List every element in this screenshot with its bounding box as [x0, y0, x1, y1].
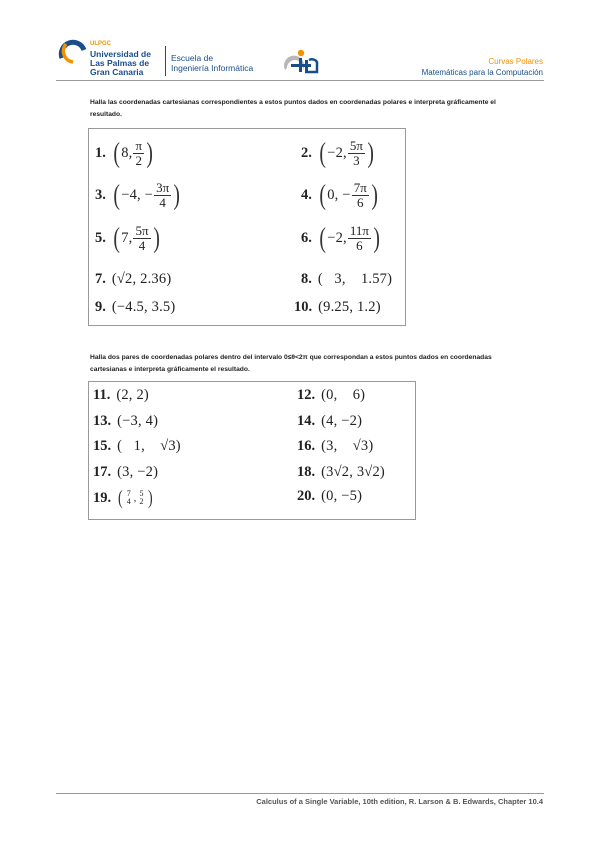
coord-pair: (0, 6)	[321, 387, 366, 403]
coord-first: −4, −	[121, 187, 154, 203]
paren-right-icon: )	[173, 179, 181, 211]
coord-first: −2,	[327, 230, 347, 246]
instruction-2: Halla dos pares de coordenadas polares dentro del intervalo 0≤θ<2π que correspondan a estos puntos dados en coordenadas cartesianas e interpreta gráficamente el resultado.	[90, 354, 492, 373]
paren-right-icon: )	[152, 222, 160, 254]
coord-pair: (3, √3)	[321, 438, 374, 454]
paren-left-icon: (	[118, 487, 123, 509]
paren-right-icon: )	[371, 179, 378, 211]
exercise-5	[95, 224, 161, 253]
ulpgc-wordmark	[90, 40, 151, 77]
exercise-10	[294, 299, 381, 316]
paren-left-icon: (	[113, 179, 120, 211]
exercise-number: 20.	[297, 488, 316, 504]
exercise-14	[297, 413, 362, 430]
frac-den: 4	[126, 497, 131, 506]
frac-num: 7π	[353, 180, 367, 195]
exercise-13	[93, 413, 158, 430]
header-rule	[56, 80, 544, 81]
fraction	[348, 139, 365, 168]
exercise-number: 3.	[95, 187, 106, 203]
paren-left-icon: (	[319, 222, 326, 254]
exercise-number: 16.	[297, 438, 316, 454]
exercise-1	[95, 139, 154, 168]
exercise-number: 17.	[93, 464, 112, 480]
exercise-2	[301, 139, 375, 168]
exercise-number: 5.	[95, 230, 106, 246]
exercise-number: 11.	[93, 387, 111, 403]
comma: ,	[133, 492, 137, 504]
frac-num: 5	[139, 489, 144, 498]
exercise-20	[297, 488, 362, 505]
frac-num: 5π	[135, 223, 149, 238]
paren-left-icon: (	[319, 179, 326, 211]
coord-pair: (0, −5)	[321, 488, 363, 504]
exercise-17	[93, 464, 158, 481]
exercise-number: 7.	[95, 271, 106, 287]
exercise-number: 19.	[93, 489, 112, 506]
exercise-box-1	[88, 128, 406, 326]
exercise-12	[297, 387, 365, 404]
paren-left-icon: (	[113, 137, 120, 169]
exercise-number: 14.	[297, 413, 316, 429]
coord-pair: (4, −2)	[321, 413, 363, 429]
course-title: Curvas Polares	[488, 57, 543, 66]
exercise-3	[95, 181, 181, 210]
fraction	[154, 181, 171, 210]
exercise-6	[301, 224, 381, 253]
fraction	[133, 224, 150, 253]
exercise-4	[301, 181, 379, 210]
coord-pair: (9.25, 1.2)	[318, 299, 381, 315]
exercise-18	[297, 464, 385, 481]
paren-right-icon: )	[373, 222, 380, 254]
fraction	[348, 224, 371, 253]
escuela-name	[171, 53, 253, 73]
exercise-number: 13.	[93, 413, 112, 429]
frac-den: 6	[356, 238, 363, 253]
fraction	[133, 139, 144, 168]
fraction	[125, 490, 133, 506]
exercise-number: 1.	[95, 145, 106, 161]
exercise-number: 15.	[93, 438, 112, 454]
frac-den: 3	[353, 153, 360, 168]
exercise-number: 4.	[301, 187, 312, 203]
footer-rule	[56, 793, 544, 794]
ulpgc-acronym: ULPGC	[90, 41, 111, 47]
fraction	[352, 181, 369, 210]
coord-first: 0, −	[327, 187, 351, 203]
page-header	[0, 0, 599, 90]
exercise-number: 9.	[95, 299, 106, 315]
exercise-8	[301, 271, 392, 288]
exercise-box-2	[88, 381, 416, 520]
univ-line-1: Universidad de	[90, 49, 151, 59]
footer-citation: Calculus of a Single Variable, 10th edition, R. Larson & B. Edwards, Chapter 10.4	[256, 797, 543, 806]
frac-num: 5π	[349, 138, 363, 153]
univ-line-2: Las Palmas de	[90, 58, 150, 68]
paren-left-icon: (	[319, 137, 326, 169]
coord-pair: (3√2, 3√2)	[321, 464, 385, 480]
exercise-7	[95, 271, 171, 288]
frac-num: 11π	[349, 223, 369, 238]
coord-pair: (√2, 2.36)	[111, 271, 172, 287]
exercise-number: 2.	[301, 145, 312, 161]
coord-pair: (−4.5, 3.5)	[111, 299, 176, 315]
paren-left-icon: (	[113, 222, 120, 254]
frac-num: 7	[126, 489, 131, 498]
exercise-11	[93, 387, 149, 404]
exercise-number: 12.	[297, 387, 316, 403]
paren-right-icon: )	[147, 487, 153, 509]
frac-den: 6	[356, 195, 364, 210]
escuela-line-2: Ingeniería Informática	[171, 63, 254, 73]
exercise-9	[95, 299, 175, 316]
exercise-16	[297, 438, 373, 455]
coord-pair: (2, 2)	[116, 387, 149, 403]
frac-den: 4	[138, 238, 146, 253]
escuela-line-1: Escuela de	[171, 53, 214, 63]
coord-first: 8,	[121, 145, 133, 161]
coord-pair: (3, −2)	[117, 464, 159, 480]
exercise-number: 8.	[301, 271, 312, 287]
frac-num: π	[135, 138, 143, 153]
exercise-number: 6.	[301, 230, 312, 246]
course-subtitle: Matemáticas para la Computación	[421, 68, 543, 77]
exercise-15	[93, 438, 181, 455]
exercise-number: 18.	[297, 464, 316, 480]
course-heading	[422, 56, 543, 78]
frac-den: 4	[159, 195, 166, 210]
coord-first: 7,	[121, 230, 133, 246]
coord-pair: (−3, 4)	[117, 413, 159, 429]
univ-line-3: Gran Canaria	[90, 67, 144, 77]
fraction	[138, 490, 146, 506]
coord-pair: ( 1, √3)	[117, 438, 181, 454]
ulpgc-logo-icon	[58, 36, 88, 66]
paren-right-icon: )	[146, 137, 153, 169]
frac-den: 2	[139, 497, 144, 506]
coord-first: −2,	[327, 145, 347, 161]
exercise-number: 10.	[294, 299, 313, 315]
header-divider	[165, 46, 166, 76]
eii-logo-icon	[283, 48, 319, 76]
coord-pair: ( 3, 1.57)	[317, 271, 393, 287]
frac-num: 3π	[156, 180, 170, 195]
frac-den: 2	[135, 153, 143, 168]
exercise-19	[93, 488, 153, 508]
instruction-1: Halla las coordenadas cartesianas correspondientes a estos puntos dados en coordenadas polares e interpreta gráficamente el resultado.	[90, 99, 496, 118]
paren-right-icon: )	[367, 137, 374, 169]
